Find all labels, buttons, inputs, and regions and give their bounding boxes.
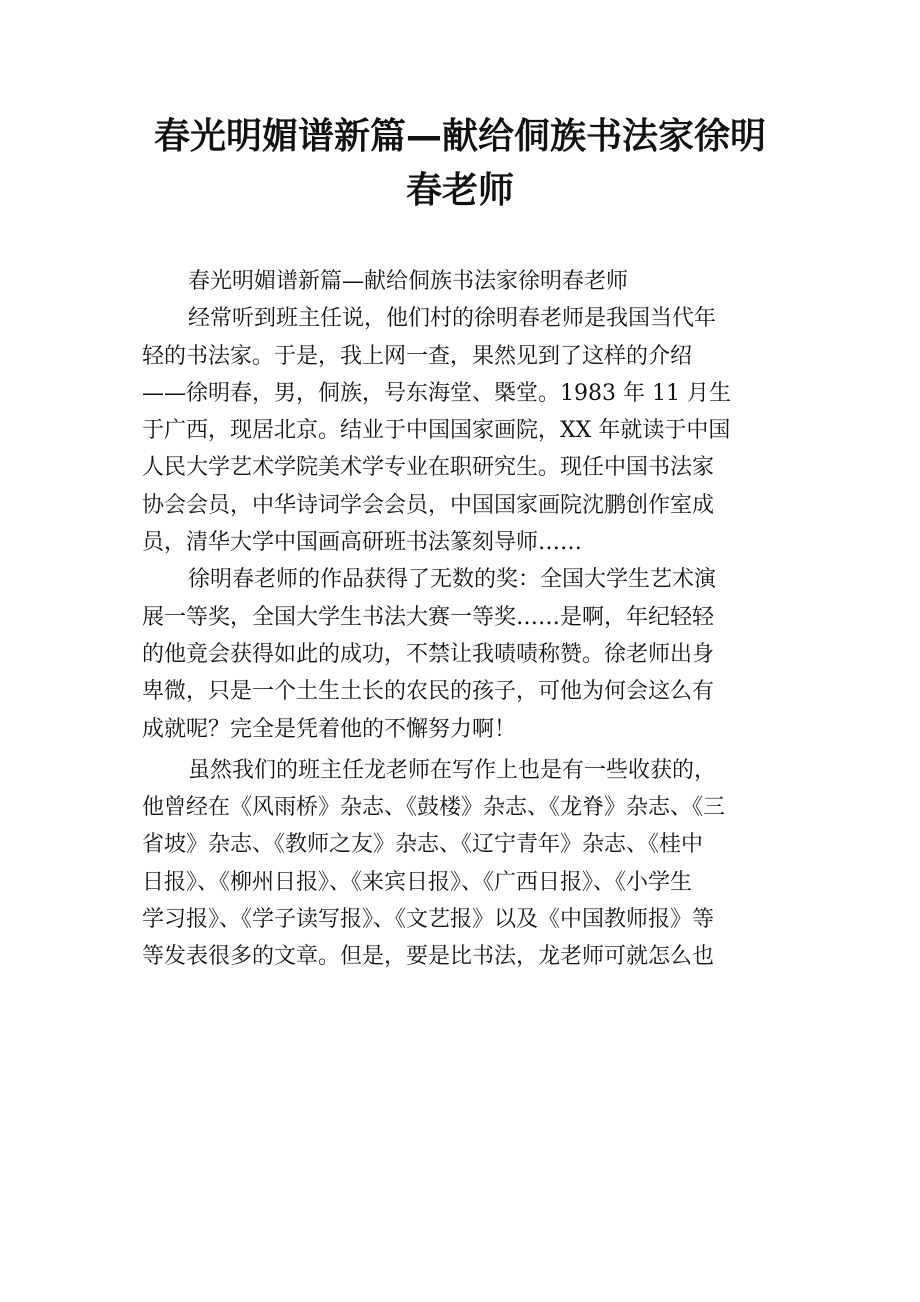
text-line: 学习报》、《学子读写报》、《文艺报》以及《中国教师报》等 bbox=[142, 907, 715, 933]
text-line: 轻的书法家。于是，我上网一查，果然见到了这样的介绍 bbox=[142, 343, 693, 369]
document-body bbox=[142, 263, 782, 976]
text-line: 春光明媚谱新篇—献给侗族书法家徐明春老师 bbox=[188, 269, 629, 294]
title-line: 春光明媚谱新篇—献给侗族书法家徐明 bbox=[153, 116, 766, 157]
paragraph-subtitle bbox=[142, 263, 782, 300]
text-line: 日报》、《柳州日报》、《来宾日报》、《广西日报》、《小学生 bbox=[142, 869, 693, 895]
paragraph-introduction bbox=[142, 300, 782, 561]
text-line: 等发表很多的文章。但是，要是比书法，龙老师可就怎么也 bbox=[142, 944, 715, 970]
text-line: 经常听到班主任说，他们村的徐明春老师是我国当代年 bbox=[188, 306, 717, 332]
title-line: 春老师 bbox=[405, 170, 514, 211]
paragraph-awards bbox=[142, 561, 782, 747]
text-line: ——徐明春，男，侗族，号东海堂、槩堂。1983 年 11 月生 bbox=[142, 380, 731, 406]
text-line: 人民大学艺术学院美术学专业在职研究生。现任中国书法家 bbox=[142, 455, 715, 481]
text-line: 他曾经在《风雨桥》杂志、《鼓楼》杂志、《龙脊》杂志、《三 bbox=[142, 795, 726, 821]
text-line: 协会会员，中华诗词学会会员，中国国家画院沈鹏创作室成 bbox=[142, 492, 715, 518]
text-line: 展一等奖，全国大学生书法大赛一等奖……是啊，年纪轻轻 bbox=[142, 604, 715, 630]
text-line: 员，清华大学中国画高研班书法篆刻导师…… bbox=[142, 530, 583, 556]
text-line: 的他竟会获得如此的成功，不禁让我啧啧称赞。徐老师出身 bbox=[142, 641, 715, 667]
text-line: 卑微，只是一个土生土长的农民的孩子，可他为何会这么有 bbox=[142, 679, 715, 705]
document-title bbox=[120, 110, 800, 218]
text-line: 徐明春老师的作品获得了无数的奖：全国大学生艺术演 bbox=[188, 567, 717, 593]
text-line: 于广西，现居北京。结业于中国国家画院，XX 年就读于中国 bbox=[142, 418, 731, 444]
text-line: 成就呢？完全是凭着他的不懈努力啊！ bbox=[142, 716, 517, 742]
text-line: 省坡》杂志、《教师之友》杂志、《辽宁青年》杂志、《桂中 bbox=[142, 832, 704, 858]
paragraph-teacher bbox=[142, 752, 782, 976]
text-line: 虽然我们的班主任龙老师在写作上也是有一些收获的， bbox=[188, 757, 717, 783]
